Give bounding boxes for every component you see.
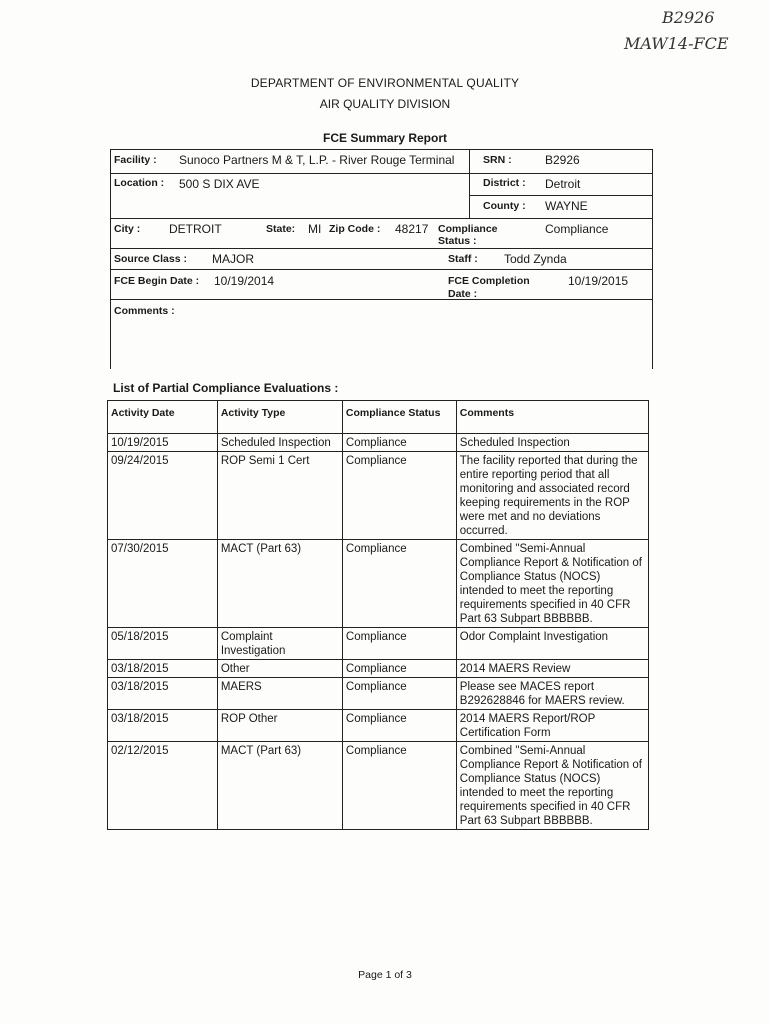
handwritten-srn: B2926 bbox=[662, 8, 715, 27]
activity-comment: Odor Complaint Investigation bbox=[456, 628, 648, 660]
activity-date: 03/18/2015 bbox=[108, 660, 218, 678]
district-value: Detroit bbox=[545, 177, 581, 191]
activity-type: Scheduled Inspection bbox=[217, 434, 342, 452]
activity-date: 03/18/2015 bbox=[108, 710, 218, 742]
facility-label: Facility : bbox=[114, 154, 157, 166]
activity-comment: Combined "Semi-Annual Compliance Report & Notification of Compliance Status (NOCS) intended to meet the reporting requirements specified in 40 CFR Part 63 Subpart BBBBBB. bbox=[456, 540, 648, 628]
activity-date: 03/18/2015 bbox=[108, 678, 218, 710]
activity-comment: 2014 MAERS Report/ROP Certification Form bbox=[456, 710, 648, 742]
facility-info-box bbox=[110, 149, 653, 369]
zip-label: Zip Code : bbox=[329, 223, 381, 235]
compliance-status: Compliance bbox=[342, 678, 456, 710]
source-class-label: Source Class : bbox=[114, 253, 187, 265]
table-row bbox=[108, 660, 649, 678]
fce-completion-date: 10/19/2015 bbox=[568, 274, 629, 288]
facility-name: Sunoco Partners M & T, L.P. - River Rouge Terminal bbox=[179, 153, 455, 167]
fce-completion-label-line1: FCE Completion bbox=[448, 275, 530, 287]
compliance-status-label-line2: Status : bbox=[438, 235, 477, 247]
table-row bbox=[108, 540, 649, 628]
table-row bbox=[108, 678, 649, 710]
activity-date: 05/18/2015 bbox=[108, 628, 218, 660]
division-name: AIR QUALITY DIVISION bbox=[319, 97, 451, 111]
zip-value: 48217 bbox=[395, 222, 429, 236]
column-header: Activity Date bbox=[108, 401, 218, 434]
activity-type: MACT (Part 63) bbox=[217, 540, 342, 628]
staff-label: Staff : bbox=[448, 253, 478, 265]
activity-type: MAERS bbox=[217, 678, 342, 710]
compliance-status: Compliance bbox=[342, 660, 456, 678]
activity-comment: The facility reported that during the entire reporting period that all monitoring and associated record keeping requirements in the ROP were met and no deviations occurred. bbox=[456, 452, 648, 540]
activity-type: ROP Semi 1 Cert bbox=[217, 452, 342, 540]
activity-type: MACT (Part 63) bbox=[217, 742, 342, 830]
handwritten-note: MAW14-FCE bbox=[624, 34, 729, 53]
srn-label: SRN : bbox=[483, 154, 512, 166]
activity-type: Complaint Investigation bbox=[217, 628, 342, 660]
department-name: DEPARTMENT OF ENVIRONMENTAL QUALITY bbox=[250, 76, 520, 90]
county-label: County : bbox=[483, 200, 526, 212]
activity-type: ROP Other bbox=[217, 710, 342, 742]
page-number: Page 1 of 3 bbox=[358, 969, 412, 981]
column-header: Activity Type bbox=[217, 401, 342, 434]
fce-begin-label: FCE Begin Date : bbox=[114, 275, 200, 287]
fce-begin-date: 10/19/2014 bbox=[214, 274, 275, 288]
table-row bbox=[108, 452, 649, 540]
activity-comment: 2014 MAERS Review bbox=[456, 660, 648, 678]
activity-comment: Scheduled Inspection bbox=[456, 434, 648, 452]
table-row bbox=[108, 628, 649, 660]
state-label: State: bbox=[266, 223, 296, 235]
report-title: FCE Summary Report bbox=[322, 131, 448, 145]
comments-label: Comments : bbox=[114, 305, 175, 317]
compliance-status: Compliance bbox=[342, 452, 456, 540]
table-row bbox=[108, 742, 649, 830]
city-value: DETROIT bbox=[169, 222, 222, 236]
activity-date: 02/12/2015 bbox=[108, 742, 218, 830]
table-row bbox=[108, 434, 649, 452]
activity-date: 09/24/2015 bbox=[108, 452, 218, 540]
compliance-status: Compliance bbox=[342, 540, 456, 628]
table-header-row bbox=[108, 401, 649, 434]
compliance-status: Compliance bbox=[342, 628, 456, 660]
activity-date: 07/30/2015 bbox=[108, 540, 218, 628]
county-value: WAYNE bbox=[545, 199, 588, 213]
staff-value: Todd Zynda bbox=[504, 252, 567, 266]
source-class-value: MAJOR bbox=[212, 252, 254, 266]
srn-value: B2926 bbox=[545, 153, 580, 167]
activity-type: Other bbox=[217, 660, 342, 678]
compliance-status-label-line1: Compliance bbox=[438, 223, 498, 235]
table-row bbox=[108, 710, 649, 742]
city-label: City : bbox=[114, 223, 141, 235]
activity-date: 10/19/2015 bbox=[108, 434, 218, 452]
activity-comment: Please see MACES report B292628846 for MAERS review. bbox=[456, 678, 648, 710]
state-value: MI bbox=[308, 222, 322, 236]
location-label: Location : bbox=[114, 177, 165, 189]
evaluations-table bbox=[107, 400, 649, 830]
column-header: Compliance Status bbox=[342, 401, 456, 434]
compliance-status: Compliance bbox=[342, 742, 456, 830]
fce-completion-label-line2: Date : bbox=[448, 288, 478, 300]
evaluations-heading: List of Partial Compliance Evaluations : bbox=[113, 381, 339, 395]
compliance-status: Compliance bbox=[342, 710, 456, 742]
activity-comment: Combined "Semi-Annual Compliance Report & Notification of Compliance Status (NOCS) intended to meet the reporting requirements specified in 40 CFR Part 63 Subpart BBBBBB. bbox=[456, 742, 648, 830]
column-header: Comments bbox=[456, 401, 648, 434]
compliance-status: Compliance bbox=[342, 434, 456, 452]
compliance-status-value: Compliance bbox=[545, 222, 609, 236]
district-label: District : bbox=[483, 177, 526, 189]
location-value: 500 S DIX AVE bbox=[179, 177, 260, 191]
